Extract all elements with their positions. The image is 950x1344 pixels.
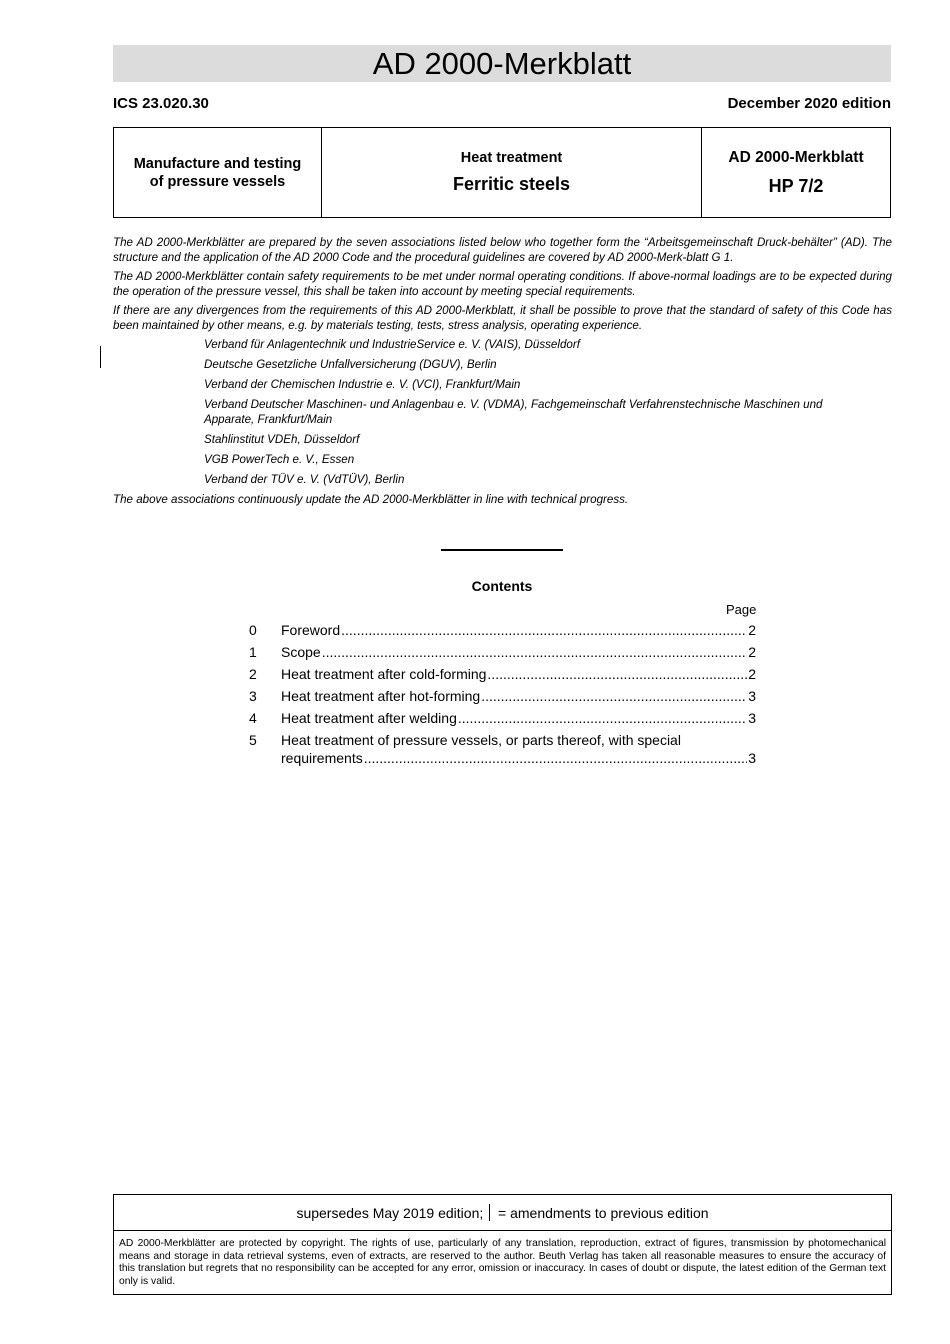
toc-page: 3 (748, 688, 756, 704)
toc-number: 3 (249, 688, 257, 704)
amendment-bar-icon (489, 1204, 490, 1221)
merkblatt-code: HP 7/2 (768, 175, 824, 196)
series-label: AD 2000-Merkblatt (728, 148, 864, 166)
category-line-1: Manufacture and testing (133, 155, 302, 172)
toc-page: 3 (748, 710, 756, 726)
toc-entry[interactable] (249, 643, 756, 665)
toc-title: Heat treatment after welding (281, 710, 457, 726)
intro-section (113, 235, 892, 511)
toc-entry[interactable] (249, 665, 756, 687)
toc-title: Heat treatment after cold-forming (281, 666, 487, 682)
toc-number: 4 (249, 710, 257, 726)
toc-title-line-1: Heat treatment of pressure vessels, or parts thereof, with special (281, 732, 681, 748)
toc-entry[interactable] (249, 687, 756, 709)
toc-title: Scope (281, 644, 321, 660)
category-line-2: of pressure vessels (149, 173, 286, 190)
toc-page: 2 (748, 666, 756, 682)
toc-leader (341, 621, 747, 639)
header-subject (322, 128, 702, 217)
section-divider (441, 549, 563, 551)
header-code (702, 128, 890, 217)
toc-number: 5 (249, 732, 257, 748)
edition-date: December 2020 edition (727, 95, 891, 112)
toc-page: 2 (748, 644, 756, 660)
contents-page-label: Page (726, 602, 757, 617)
toc-number: 2 (249, 666, 257, 682)
toc-title: Foreword (281, 622, 341, 638)
association-item: Verband für Anlagentechnik und IndustrieService e. V. (VAIS), Düsseldorf (204, 338, 580, 351)
document-title: AD 2000-Merkblatt (113, 45, 891, 82)
intro-closing: The above associations continuously update the AD 2000-Merkblätter in line with technical progress. (113, 493, 629, 506)
toc-number: 0 (249, 622, 257, 638)
association-item: Stahlinstitut VDEh, Düsseldorf (204, 433, 360, 446)
toc-title: Heat treatment after hot-forming (281, 688, 481, 704)
toc-title-line-2: requirements (281, 750, 363, 766)
association-item: VGB PowerTech e. V., Essen (204, 453, 355, 466)
toc-page: 3 (748, 750, 756, 766)
intro-paragraph-2: The AD 2000-Merkblätter contain safety requirements to be met under normal operating conditions. If above-normal loadings are to be expected during the operation of the pressure vessel, this shall be taken into account by meeting special requirements. (113, 270, 892, 298)
toc-leader (481, 687, 747, 705)
supersedes-text: supersedes May 2019 edition; (296, 1205, 484, 1221)
association-item: Deutsche Gesetzliche Unfallversicherung (DGUV), Berlin (204, 358, 497, 371)
footer-supersedes (114, 1195, 891, 1231)
intro-paragraph-1: The AD 2000-Merkblätter are prepared by the seven associations listed below who together form the “Arbeitsgemeinschaft Druck-behälter” (AD). The structure and the application of the AD 2000 Code and the procedural guidelines are covered by AD 2000-Merk-blatt G 1. (113, 236, 892, 264)
subject-title: Ferritic steels (452, 174, 571, 194)
table-of-contents (249, 621, 756, 771)
association-item: Verband der TÜV e. V. (VdTÜV), Berlin (204, 473, 405, 486)
footer-box (113, 1194, 892, 1295)
toc-entry[interactable] (249, 709, 756, 731)
contents-title: Contents (471, 578, 533, 594)
intro-paragraph-3: If there are any divergences from the requirements of this AD 2000-Merkblatt, it shall be possible to prove that the standard of safety of this Code has been maintained by other means, e.g. by materials testing, tests, stress analysis, operating experience. (113, 304, 892, 332)
associations-list (113, 337, 892, 487)
header-table (113, 127, 891, 218)
toc-leader (458, 709, 747, 727)
toc-leader (364, 749, 748, 767)
toc-leader (487, 665, 747, 683)
header-category (114, 128, 322, 217)
toc-entry[interactable] (249, 621, 756, 643)
association-item: Verband Deutscher Maschinen- und Anlagenbau e. V. (VDMA), Fachgemeinschaft Verfahrenstechnische Maschinen und Apparate, Frankfurt/Main (204, 398, 823, 426)
amendments-legend: = amendments to previous edition (498, 1205, 709, 1221)
change-marker (100, 346, 101, 368)
toc-number: 1 (249, 644, 257, 660)
toc-leader (322, 643, 748, 661)
copyright-notice: AD 2000-Merkblätter are protected by copyright. The rights of use, particularly of any translation, reproduction, extract of figures, transmission by photomechanical means and storage in data retrieval systems, even of extracts, are reserved to the author. Beuth Verlag has taken all reasonable measures to ensure the accuracy of this translation but regrets that no responsibility can be accepted for any error, omission or inaccuracy. In cases of doubt or dispute, the latest edition of the German text only is valid. (119, 1238, 886, 1287)
ics-code: ICS 23.020.30 (113, 95, 209, 112)
toc-page: 2 (748, 622, 756, 638)
association-item: Verband der Chemischen Industrie e. V. (VCI), Frankfurt/Main (204, 378, 521, 391)
subject-label: Heat treatment (460, 150, 563, 166)
toc-entry[interactable] (249, 731, 756, 771)
